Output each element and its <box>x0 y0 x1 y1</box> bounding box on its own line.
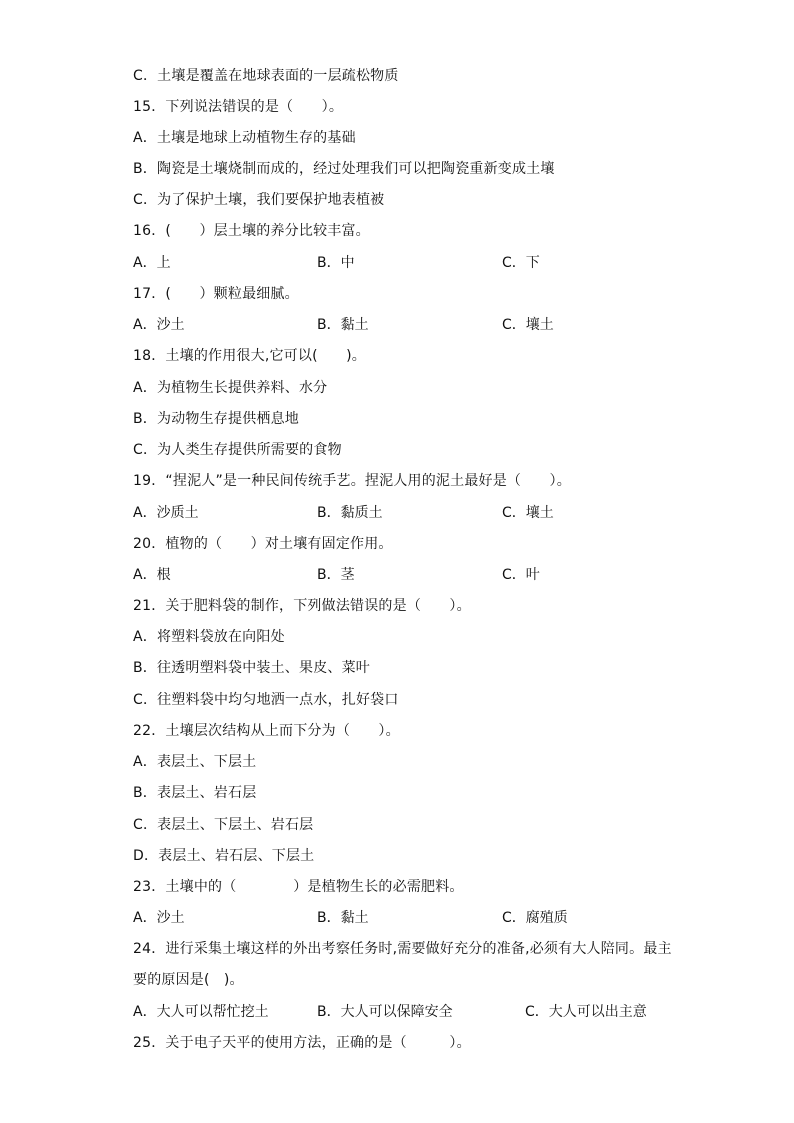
q16-stem: 16．( ）层土壤的养分比较丰富。 <box>133 223 370 239</box>
q16-option-a: A．上 <box>133 255 171 271</box>
q22-option-b: B．表层土、岩石层 <box>133 785 257 801</box>
q22-option-c: C．表层土、下层土、岩石层 <box>133 817 314 833</box>
q23-option-c: C．腐殖质 <box>502 910 568 926</box>
q24-options <box>133 1003 733 1021</box>
q15-option-c: C．为了保护土壤，我们要保护地表植被 <box>133 192 385 208</box>
q17-option-a: A．沙土 <box>133 317 185 333</box>
q20-option-b: B．茎 <box>317 567 355 583</box>
q20-stem: 20．植物的（ ）对土壤有固定作用。 <box>133 536 393 552</box>
q21-option-c: C．往塑料袋中均匀地洒一点水，扎好袋口 <box>133 692 399 708</box>
q14-option-c: C．土壤是覆盖在地球表面的一层疏松物质 <box>133 68 399 84</box>
q23-stem: 23．土壤中的（ ）是植物生长的必需肥料。 <box>133 879 464 895</box>
q18-option-c: C．为人类生存提供所需要的食物 <box>133 442 342 458</box>
q19-options <box>133 504 733 522</box>
q22-stem: 22．土壤层次结构从上而下分为（ ）。 <box>133 723 400 739</box>
q18-option-a: A．为植物生长提供养料、水分 <box>133 380 328 396</box>
q17-option-c: C．壤土 <box>502 317 554 333</box>
q24-option-b: B．大人可以保障安全 <box>317 1004 453 1020</box>
q23-option-b: B．黏土 <box>317 910 369 926</box>
q16-options <box>133 254 733 272</box>
q23-option-a: A．沙土 <box>133 910 185 926</box>
q18-option-b: B．为动物生存提供栖息地 <box>133 411 300 427</box>
q24-stem-line1: 24．进行采集土壤这样的外出考察任务时,需要做好充分的准备,必须有大人陪同。最主 <box>133 941 672 957</box>
q21-stem: 21．关于肥料袋的制作，下列做法错误的是（ ）。 <box>133 598 471 614</box>
q17-option-b: B．黏土 <box>317 317 369 333</box>
q17-options <box>133 316 733 334</box>
q16-option-b: B．中 <box>317 255 355 271</box>
q19-stem: 19．“捏泥人”是一种民间传统手艺。捏泥人用的泥土最好是（ ）。 <box>133 473 571 489</box>
q24-option-c: C．大人可以出主意 <box>525 1004 647 1020</box>
q17-stem: 17．( ）颗粒最细腻。 <box>133 286 299 302</box>
q21-option-a: A．将塑料袋放在向阳处 <box>133 629 285 645</box>
q24-stem-line2: 要的原因是( )。 <box>133 972 244 988</box>
q16-option-c: C．下 <box>502 255 540 271</box>
q15-stem: 15．下列说法错误的是（ ）。 <box>133 99 344 115</box>
q15-option-b: B．陶瓷是土壤烧制而成的，经过处理我们可以把陶瓷重新变成土壤 <box>133 161 555 177</box>
q19-option-a: A．沙质土 <box>133 505 199 521</box>
q22-option-d: D．表层土、岩石层、下层土 <box>133 848 315 864</box>
q19-option-c: C．壤土 <box>502 505 554 521</box>
q21-option-b: B．往透明塑料袋中装土、果皮、菜叶 <box>133 660 371 676</box>
q20-option-a: A．根 <box>133 567 171 583</box>
q19-option-b: B．黏质土 <box>317 505 383 521</box>
q25-stem: 25．关于电子天平的使用方法，正确的是（ ）。 <box>133 1035 471 1051</box>
q20-options <box>133 566 733 584</box>
q22-option-a: A．表层土、下层土 <box>133 754 257 770</box>
q23-options <box>133 909 733 927</box>
q15-option-a: A．土壤是地球上动植物生存的基础 <box>133 130 356 146</box>
q20-option-c: C．叶 <box>502 567 540 583</box>
q24-option-a: A．大人可以帮忙挖土 <box>133 1004 269 1020</box>
q18-stem: 18．土壤的作用很大,它可以( )。 <box>133 348 366 364</box>
